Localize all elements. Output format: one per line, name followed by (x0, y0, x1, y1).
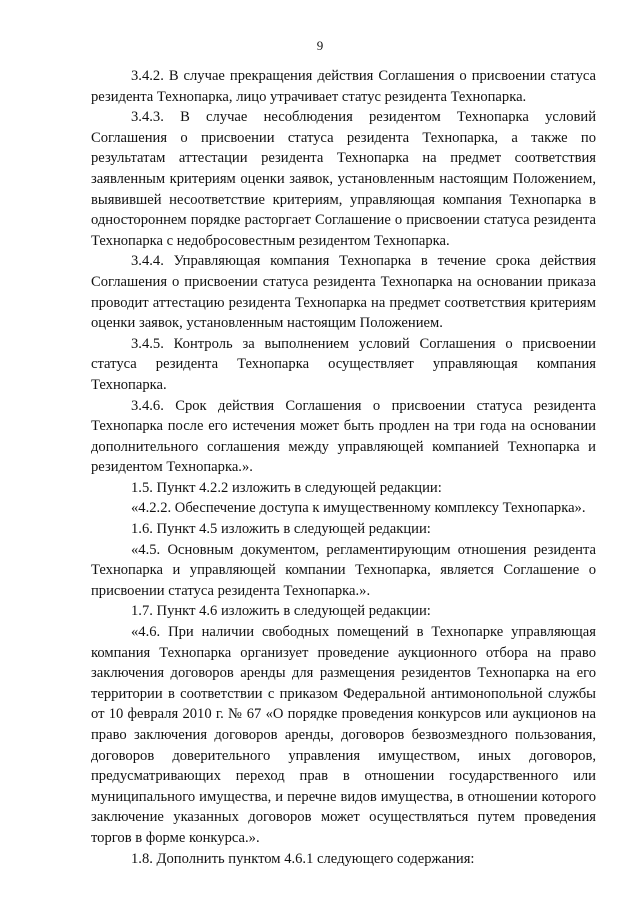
paragraph-1-5: 1.5. Пункт 4.2.2 изложить в следующей редакции: (131, 479, 442, 496)
paragraph-3-4-3: 3.4.3. В случае несоблюдения резидентом Технопарка условий Соглашения о присвоении статуса резидента Технопарка, а также по результатам аттестации резидента Технопарка на предмет соответствия заявленным критериям оценки заявок, установленным настоящим Положением, выявившей несоответствие критериям, управляющая компания Технопарка в одностороннем порядке расторгает Соглашение о присвоении статуса резидента Технопарка с недобросовестным резидентом Технопарка. (91, 109, 596, 249)
page-number: 9 (316, 38, 324, 53)
paragraph-1-8: 1.8. Дополнить пунктом 4.6.1 следующего содержания: (131, 850, 475, 867)
document-body (91, 66, 596, 869)
paragraph-4-6: «4.6. При наличии свободных помещений в Технопарке управляющая компания Технопарка организует проведение аукционного отбора на право заключения договоров аренды для размещения резидентов Технопарка на его территории в соответствии с приказом Федеральной антимонопольной службы от 10 февраля 2010 г. № 67 «О порядке проведения конкурсов или аукционов на право заключения договоров аренды, договоров безвозмездного пользования, договоров доверительного управления имуществом, иных договоров, предусматривающих переход прав в отношении государственного или муниципального имущества, и перечне видов имущества, в отношении которого заключение указанных договоров может осуществляться путем проведения торгов в форме конкурса.». (91, 624, 596, 846)
paragraph-1-7: 1.7. Пункт 4.6 изложить в следующей редакции: (131, 603, 431, 620)
paragraph-3-4-4: 3.4.4. Управляющая компания Технопарка в течение срока действия Соглашения о присвоении статуса резидента Технопарка на основании приказа проводит аттестацию резидента Технопарка на предмет соответствия критериям оценки заявок, установленным настоящим Положением. (91, 253, 596, 332)
paragraph-1-6: 1.6. Пункт 4.5 изложить в следующей редакции: (131, 521, 431, 538)
paragraph-3-4-2: 3.4.2. В случае прекращения действия Соглашения о присвоении статуса резидента Технопарка, лицо утрачивает статус резидента Технопарка. (91, 68, 596, 105)
paragraph-4-5: «4.5. Основным документом, регламентирующим отношения резидента Технопарка и управляющей компании Технопарка, является Соглашение о присвоении статуса резидента Технопарка.». (91, 541, 596, 599)
paragraph-3-4-6: 3.4.6. Срок действия Соглашения о присвоении статуса резидента Технопарка после его истечения может быть продлен на три года на основании дополнительного соглашения между управляющей компанией Технопарка и резидентом Технопарка.». (91, 397, 596, 476)
paragraph-4-2-2: «4.2.2. Обеспечение доступа к имущественному комплексу Технопарка». (131, 500, 586, 517)
paragraph-3-4-5: 3.4.5. Контроль за выполнением условий Соглашения о присвоении статуса резидента Технопарка осуществляет управляющая компания Технопарка. (91, 335, 596, 393)
